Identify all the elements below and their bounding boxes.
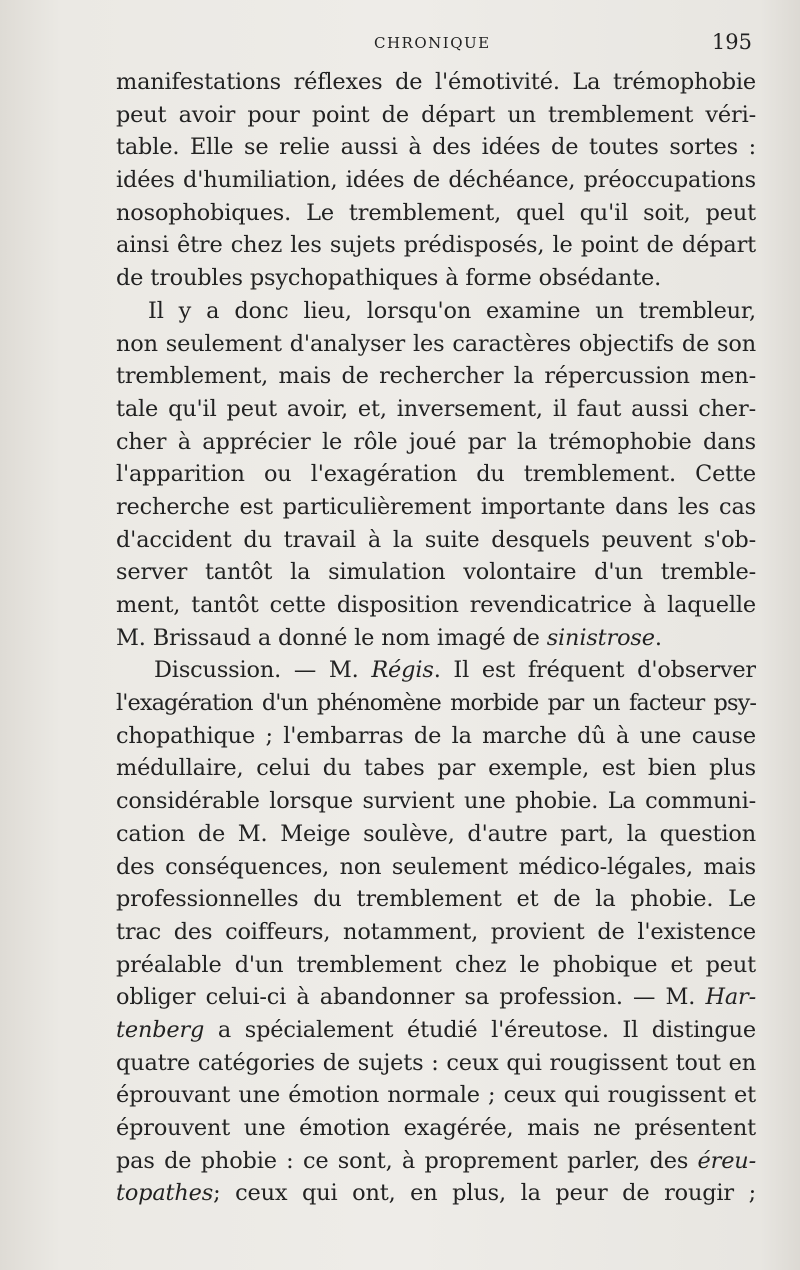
- text-line: professionnelles du tremblement et de la phobie. Le: [116, 886, 756, 913]
- italic-name: tenberg: [116, 1016, 205, 1043]
- text-segment: obliger celui-ci à abandonner sa profession. — M.: [116, 984, 706, 1011]
- text-line: ment, tantôt cette disposition revendicatrice à laquelle: [116, 592, 756, 618]
- text-segment: M. Brissaud a donné le nom imagé de: [116, 624, 547, 651]
- text-line: [116, 1177, 756, 1210]
- text-line: peut avoir pour point de départ un tremblement véri-: [116, 101, 756, 128]
- text-segment: Discussion. — M.: [154, 657, 372, 684]
- text-line: non seulement d'analyser les caractères objectifs de son: [116, 330, 756, 357]
- body-text: [116, 66, 756, 1210]
- text-line: éprouvent une émotion exagérée, mais ne présentent: [116, 1115, 756, 1141]
- text-line: l'apparition ou l'exagération du tremblement. Cette: [116, 461, 756, 488]
- text-line: tremblement, mais de rechercher la répercussion men-: [116, 363, 756, 390]
- text-line: [116, 622, 756, 655]
- italic-term: topathes: [116, 1180, 214, 1207]
- text-line: server tantôt la simulation volontaire d'un tremble-: [116, 559, 756, 586]
- text-line: recherche est particulièrement importante dans les cas: [116, 493, 756, 520]
- text-segment: pas de phobie : ce sont, à proprement parler, des: [116, 1147, 698, 1174]
- text-line: [116, 1145, 756, 1178]
- text-line: trac des coiffeurs, notamment, provient de l'existence: [116, 918, 756, 945]
- text-line: tale qu'il peut avoir, et, inversement, il faut aussi cher-: [116, 395, 756, 422]
- text-line: [116, 654, 756, 687]
- text-segment: . Il est fréquent d'observer: [433, 657, 756, 684]
- text-line: éprouvant une émotion normale ; ceux qui rougissent et: [116, 1082, 756, 1109]
- text-line: considérable lorsque survient une phobie. La communi-: [116, 788, 756, 815]
- page-header: [116, 30, 752, 60]
- text-line: idées d'humiliation, idées de déchéance, préoccupations: [116, 167, 756, 194]
- text-line: quatre catégories de sujets : ceux qui rougissent tout en: [116, 1049, 756, 1076]
- running-head: CHRONIQUE: [374, 34, 491, 52]
- text-line: des conséquences, non seulement médico-légales, mais: [116, 853, 756, 880]
- text-segment: .: [654, 624, 662, 651]
- text-line: préalable d'un tremblement chez le phobique et peut: [116, 951, 756, 978]
- text-line: chopathique ; l'embarras de la marche dû à une cause: [116, 722, 756, 749]
- italic-term: éreu-: [697, 1147, 756, 1174]
- text-line: manifestations réflexes de l'émotivité. La trémophobie: [116, 69, 756, 95]
- text-line: ainsi être chez les sujets prédisposés, le point de départ: [116, 232, 756, 259]
- text-line: médullaire, celui du tabes par exemple, est bien plus: [116, 755, 756, 782]
- text-line: [116, 981, 756, 1014]
- text-line: nosophobiques. Le tremblement, quel qu'il soit, peut: [116, 199, 756, 226]
- text-segment: a spécialement étudié l'éreutose. Il distingue: [204, 1016, 756, 1043]
- text-line: cher à apprécier le rôle joué par la trémophobie dans: [116, 428, 756, 455]
- italic-name: Har-: [705, 984, 756, 1011]
- text-line: cation de M. Meige soulève, d'autre part, la question: [116, 820, 756, 847]
- text-line: d'accident du travail à la suite desquels peuvent s'ob-: [116, 526, 756, 553]
- italic-name: Régis: [371, 657, 434, 684]
- text-line: [116, 1014, 756, 1047]
- text-segment: ; ceux qui ont, en plus, la peur de rougir ;: [213, 1180, 756, 1207]
- italic-term: sinistrose: [546, 624, 655, 651]
- text-line: table. Elle se relie aussi à des idées de toutes sortes :: [116, 134, 756, 161]
- text-line: de troubles psychopathiques à forme obsédante.: [116, 265, 662, 292]
- text-line: Il y a donc lieu, lorsqu'on examine un trembleur,: [148, 297, 756, 324]
- page-number: 195: [711, 30, 752, 54]
- text-line: l'exagération d'un phénomène morbide par un facteur psy-: [116, 690, 756, 717]
